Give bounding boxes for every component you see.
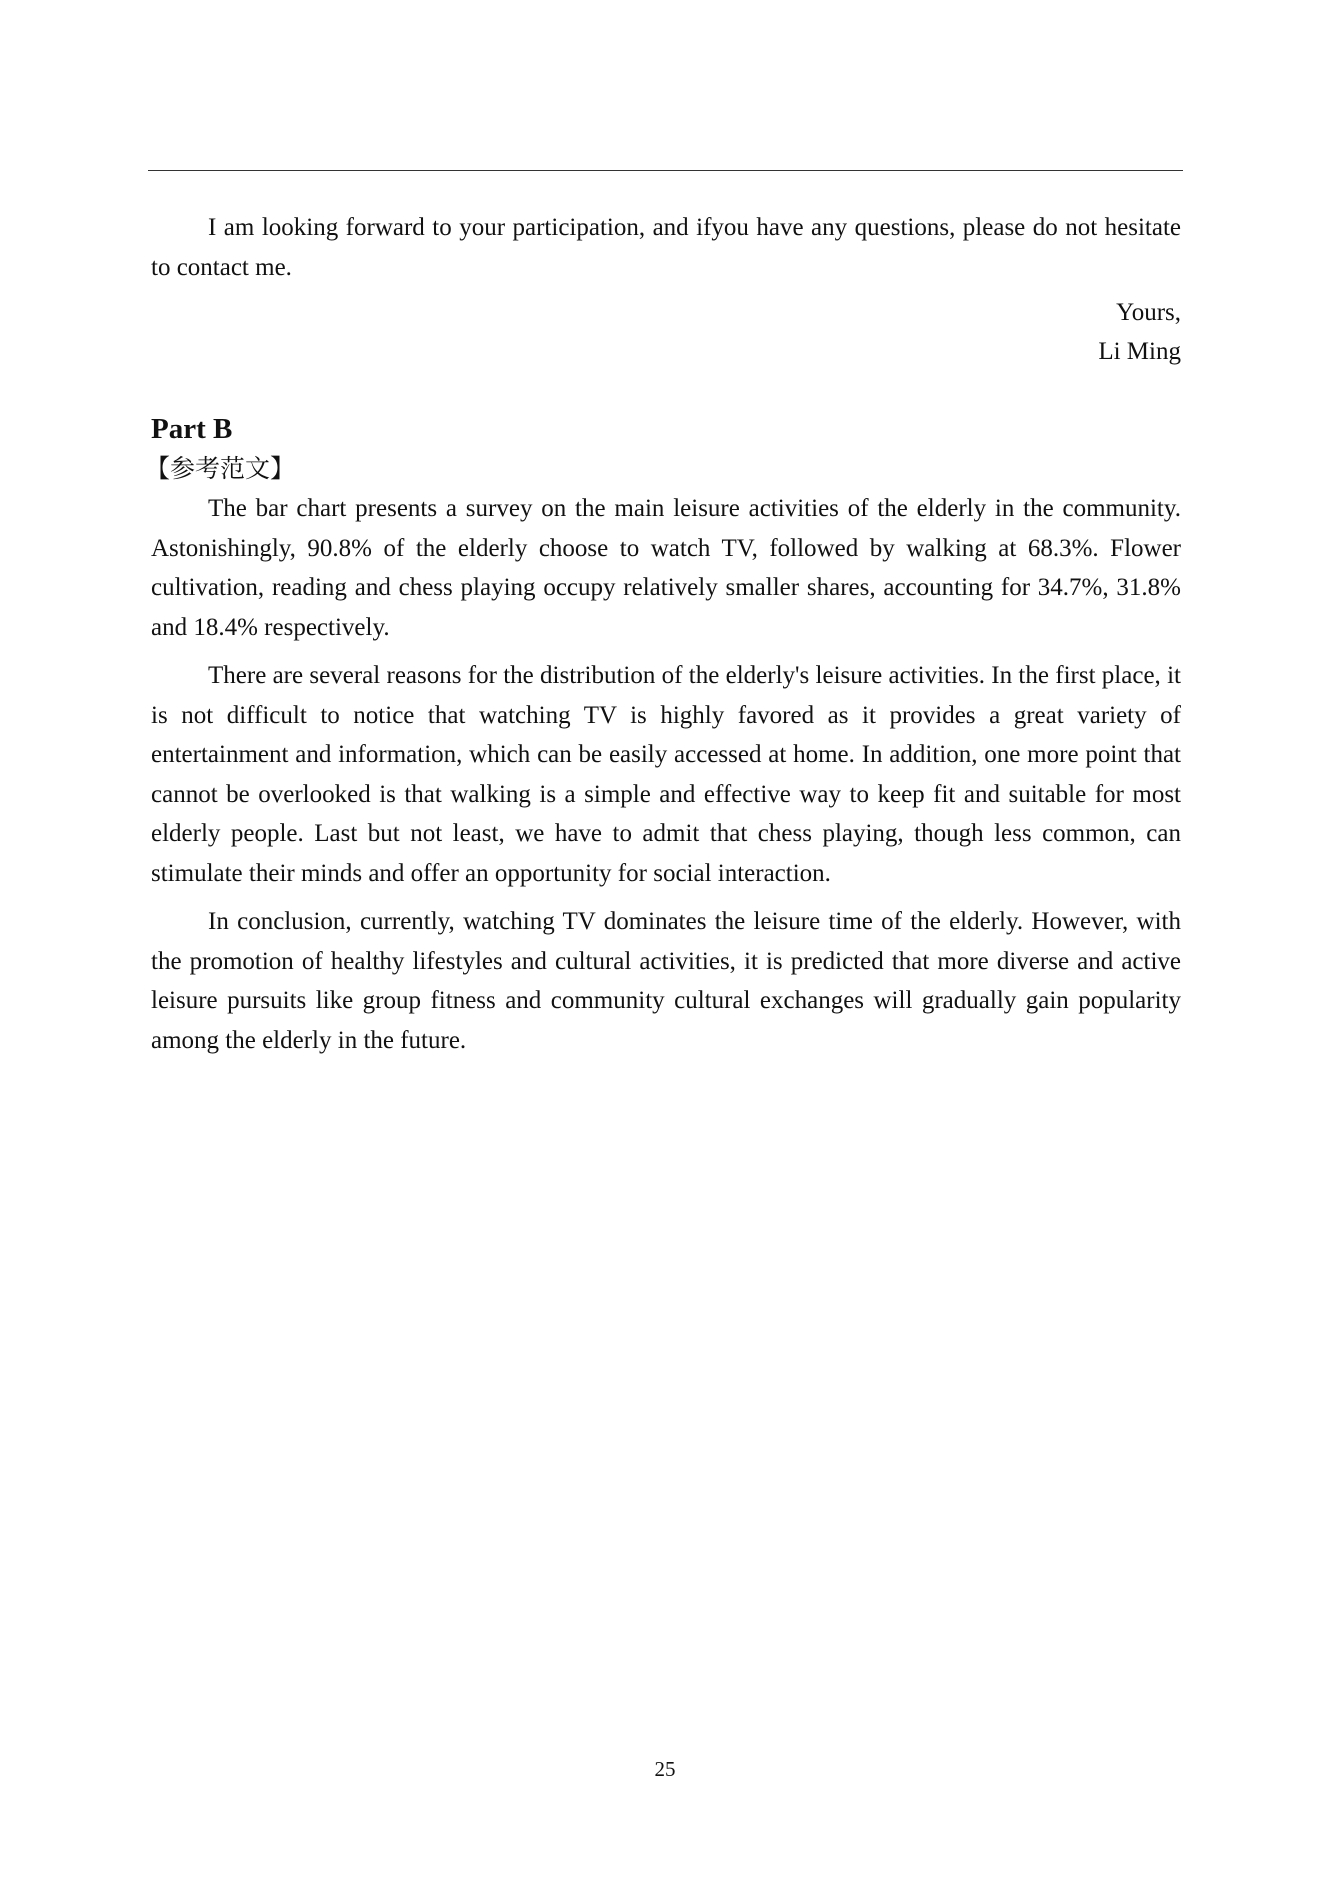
section-title-part-b: Part B xyxy=(151,413,233,445)
page-number: 25 xyxy=(654,1757,676,1781)
page-content xyxy=(145,208,1181,1069)
essay-paragraph: The bar chart presents a survey on the main leisure activities of the elderly in the community. Astonishingly, 90.8% of the elderly choose to watch TV, followed by walking at 68.3%. Flower cultivation, reading and chess playing occupy relatively smaller shares, accounting for 34.7%, 31.8% and 18.4% respectively. xyxy=(151,495,1181,641)
letter-sign-off: Yours, xyxy=(1116,299,1181,326)
letter-signature: Li Ming xyxy=(1098,338,1181,365)
sample-essay-label: 【参考范文】 xyxy=(145,454,296,483)
essay-paragraph: In conclusion, currently, watching TV dominates the leisure time of the elderly. However, with the promotion of healthy lifestyles and cultural activities, it is predicted that more diverse and active leisure pursuits like group fitness and community cultural exchanges will gradually gain popularity among the elderly in the future. xyxy=(151,908,1181,1054)
essay-paragraph: There are several reasons for the distribution of the elderly's leisure activities. In the first place, it is not difficult to notice that watching TV is highly favored as it provides a great variety of entertainment and information, which can be easily accessed at home. In addition, one more point that cannot be overlooked is that walking is a simple and effective way to keep fit and suitable for most elderly people. Last but not least, we have to admit that chess playing, though less common, can stimulate their minds and offer an opportunity for social interaction. xyxy=(151,662,1181,887)
letter-closing-paragraph: I am looking forward to your participation, and ifyou have any questions, please do not hesitate to contact me. xyxy=(151,214,1181,281)
header-divider xyxy=(148,170,1183,171)
